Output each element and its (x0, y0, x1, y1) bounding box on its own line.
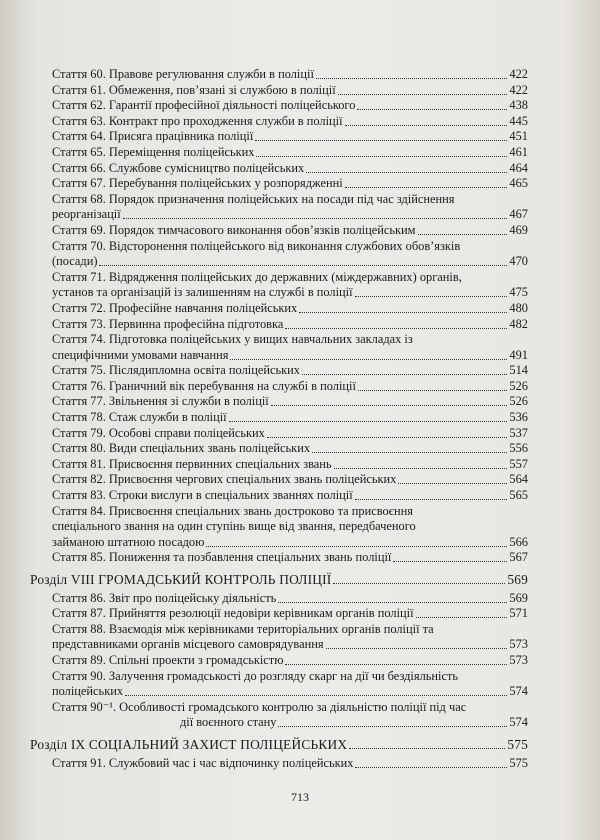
dot-leader (326, 637, 508, 649)
toc-entry (0, 223, 600, 239)
toc-page-number: 575 (509, 755, 528, 770)
toc-entry-title: Стаття 61. Обмеження, пов’язані зі службою в поліції (52, 82, 336, 97)
toc-entry (0, 410, 600, 426)
toc-line (0, 606, 600, 622)
dot-leader (306, 161, 507, 173)
toc-line (0, 67, 600, 83)
toc-line (0, 192, 600, 208)
dot-leader (299, 301, 507, 313)
toc-line (0, 161, 600, 177)
toc-entry-title: Стаття 77. Звільнення зі служби в поліції (52, 394, 269, 409)
toc-line (0, 684, 600, 700)
toc-line (0, 441, 600, 457)
toc-line (0, 207, 600, 223)
toc-page-number: 564 (509, 472, 528, 487)
toc-line (0, 363, 600, 379)
table-of-contents (0, 67, 600, 771)
toc-page-number: 573 (509, 652, 528, 667)
toc-entry-title: Стаття 64. Присяга працівника поліції (52, 129, 254, 144)
toc-entry (0, 457, 600, 473)
dot-leader (398, 472, 507, 484)
dot-leader (355, 285, 508, 297)
toc-entry-title: Розділ IX СОЦІАЛЬНИЙ ЗАХИСТ ПОЛІЦЕЙСЬКИХ (30, 736, 348, 752)
toc-entry (0, 622, 600, 653)
toc-section (0, 566, 600, 591)
toc-line (0, 550, 600, 566)
toc-entry-title: Стаття 80. Види спеціальних звань поліцейських (52, 441, 311, 456)
toc-page-number: 565 (509, 488, 528, 503)
toc-page-number: 422 (509, 67, 528, 81)
toc-entry (0, 700, 600, 731)
toc-entry-title: (посади) (52, 254, 98, 269)
toc-page-number: 461 (509, 144, 528, 159)
toc-page-number: 574 (509, 684, 528, 699)
dot-leader (345, 114, 508, 126)
toc-page-number: 480 (509, 300, 528, 315)
toc-section (0, 731, 600, 756)
toc-entry (0, 176, 600, 192)
toc-entry-title: Стаття 90⁻¹. Особливості громадського контролю за діяльністю поліції під час (52, 699, 467, 714)
toc-line (0, 653, 600, 669)
toc-line (0, 457, 600, 473)
toc-line (0, 239, 600, 255)
toc-entry (0, 129, 600, 145)
dot-leader (349, 737, 505, 749)
dot-leader (271, 394, 508, 406)
dot-leader (393, 550, 507, 562)
toc-page-number: 575 (507, 736, 528, 752)
dot-leader (416, 606, 508, 618)
toc-page-number: 514 (509, 363, 528, 378)
toc-entry (0, 488, 600, 504)
toc-entry-title: Стаття 76. Граничний вік перебування на службі в поліції (52, 378, 356, 393)
toc-entry (0, 606, 600, 622)
dot-leader (302, 363, 507, 375)
dot-leader (123, 207, 508, 219)
toc-entry-title: Стаття 60. Правове регулювання служби в поліції (52, 67, 314, 81)
dot-leader (125, 684, 507, 696)
toc-entry (0, 441, 600, 457)
toc-entry-title: спеціального звання на один ступінь вище від звання, передбаченого (52, 519, 416, 534)
toc-entry-title: дії воєнного стану (180, 715, 277, 730)
toc-entry (0, 270, 600, 301)
toc-entry (0, 379, 600, 395)
toc-entry (0, 550, 600, 566)
toc-line (0, 572, 600, 588)
toc-page-number: 438 (509, 98, 528, 113)
dot-leader (355, 756, 507, 768)
toc-line (0, 285, 600, 301)
dot-leader (418, 223, 508, 235)
dot-leader (333, 572, 505, 584)
toc-line (0, 488, 600, 504)
toc-entry (0, 472, 600, 488)
page-number: 713 (291, 790, 309, 804)
toc-entry (0, 98, 600, 114)
dot-leader (358, 379, 508, 391)
toc-line (0, 98, 600, 114)
dot-leader (255, 129, 507, 141)
toc-page-number: 467 (509, 207, 528, 222)
toc-page-number: 569 (509, 590, 528, 605)
toc-entry-title: Розділ VIII ГРОМАДСЬКИЙ КОНТРОЛЬ ПОЛІЦІЇ (30, 572, 332, 587)
toc-entry-title: Стаття 72. Професійне навчання поліцейських (52, 300, 298, 315)
dot-leader (355, 488, 508, 500)
toc-page-number: 491 (509, 347, 528, 362)
toc-entry-title: Стаття 79. Особові справи поліцейських (52, 425, 265, 440)
toc-page-number: 465 (509, 176, 528, 191)
toc-entry-title: Стаття 62. Гарантії професійної діяльності поліцейського (52, 98, 356, 113)
toc-line (0, 83, 600, 99)
toc-entry-title: Стаття 90. Залучення громадськості до розгляду скарг на дії чи бездіяльність (52, 668, 459, 683)
dot-leader (285, 653, 507, 665)
toc-entry-title: установ та організацій із залишенням на службі в поліції (52, 285, 353, 300)
toc-line (0, 379, 600, 395)
toc-page-number: 475 (509, 285, 528, 300)
dot-leader (99, 254, 507, 266)
toc-line (0, 145, 600, 161)
toc-line (0, 332, 600, 348)
toc-entry-title: Стаття 71. Відрядження поліцейських до державних (міждержавних) органів, (52, 269, 462, 284)
toc-entry (0, 83, 600, 99)
toc-page-number: 567 (509, 550, 528, 565)
toc-entry (0, 591, 600, 607)
dot-leader (312, 441, 507, 453)
toc-page-number: 482 (509, 316, 528, 331)
toc-entry-title: специфічними умовами навчання (52, 347, 229, 362)
toc-page-number: 569 (507, 572, 528, 587)
toc-entry-title: Стаття 83. Строки вислуги в спеціальних званнях поліції (52, 488, 353, 503)
toc-entry-title: Стаття 69. Порядок тимчасового виконання обов’язків поліцейським (52, 222, 416, 237)
toc-entry (0, 426, 600, 442)
toc-entry-title: поліцейських (52, 684, 124, 699)
toc-page-number: 469 (509, 222, 528, 237)
toc-entry-title: Стаття 63. Контракт про проходження служби в поліції (52, 113, 343, 128)
toc-line (0, 535, 600, 551)
toc-entry-title: Стаття 86. Звіт про поліцейську діяльність (52, 590, 277, 605)
toc-entry-title: Стаття 67. Перебування поліцейських у розпорядженні (52, 176, 343, 191)
toc-entry (0, 67, 600, 83)
toc-entry-title: представниками органів місцевого самоврядування (52, 637, 324, 652)
toc-page-number: 566 (509, 534, 528, 549)
toc-entry (0, 145, 600, 161)
toc-entry (0, 317, 600, 333)
toc-line (0, 129, 600, 145)
toc-page-number: 537 (509, 425, 528, 440)
toc-entry-title: Стаття 81. Присвоєння первинних спеціальних звань (52, 456, 332, 471)
toc-entry (0, 192, 600, 223)
toc-page-number: 556 (509, 441, 528, 456)
toc-entry-title: Стаття 65. Переміщення поліцейських (52, 144, 255, 159)
toc-line (0, 622, 600, 638)
toc-entry (0, 756, 600, 772)
toc-entry-title: Стаття 73. Первинна професійна підготовка (52, 316, 284, 331)
toc-page-number: 536 (509, 410, 528, 425)
toc-entry (0, 332, 600, 363)
toc-line (0, 394, 600, 410)
toc-line (0, 254, 600, 270)
toc-line (0, 114, 600, 130)
toc-line (0, 348, 600, 364)
dot-leader (229, 410, 508, 422)
toc-entry-title: реорганізації (52, 207, 121, 222)
toc-page-number: 573 (509, 637, 528, 652)
toc-page-number: 574 (509, 715, 528, 730)
toc-entry-title: займаною штатною посадою (52, 534, 205, 549)
toc-entry-title: Стаття 88. Взаємодія між керівниками територіальних органів поліції та (52, 621, 434, 636)
dot-leader (206, 535, 507, 547)
toc-line (0, 176, 600, 192)
toc-page-number: 526 (509, 378, 528, 393)
toc-entry-title: Стаття 78. Стаж служби в поліції (52, 410, 227, 425)
dot-leader (338, 83, 508, 95)
toc-line (0, 472, 600, 488)
toc-page-number: 422 (509, 82, 528, 97)
toc-entry-title: Стаття 91. Службовий час і час відпочинку поліцейських (52, 755, 354, 770)
toc-entry (0, 363, 600, 379)
dot-leader (334, 457, 508, 469)
toc-page-number: 451 (509, 129, 528, 144)
toc-line (0, 410, 600, 426)
toc-line (0, 700, 600, 716)
toc-entry (0, 301, 600, 317)
dot-leader (278, 715, 507, 727)
toc-line (0, 756, 600, 772)
toc-entry (0, 161, 600, 177)
toc-entry-title: Стаття 74. Підготовка поліцейських у вищих навчальних закладах із (52, 332, 413, 347)
toc-page-number: 464 (509, 160, 528, 175)
dot-leader (345, 176, 508, 188)
toc-page-number: 557 (509, 456, 528, 471)
toc-line (0, 426, 600, 442)
toc-entry-title: Стаття 75. Післядипломна освіта поліцейських (52, 363, 300, 378)
dot-leader (316, 67, 508, 79)
toc-line (0, 715, 600, 731)
toc-line (0, 591, 600, 607)
toc-entry-title: Стаття 84. Присвоєння спеціальних звань достроково та присвоєння (52, 503, 413, 518)
toc-page-number: 470 (509, 254, 528, 269)
dot-leader (285, 317, 507, 329)
toc-entry (0, 669, 600, 700)
toc-page-number: 571 (509, 606, 528, 621)
toc-entry (0, 394, 600, 410)
toc-line (0, 669, 600, 685)
toc-entry-title: Стаття 66. Службове сумісництво поліцейських (52, 160, 305, 175)
toc-line (0, 737, 600, 753)
toc-line (0, 317, 600, 333)
toc-entry-title: Стаття 70. Відсторонення поліцейського від виконання службових обов’язків (52, 238, 461, 253)
toc-entry-title: Стаття 85. Пониження та позбавлення спеціальних звань поліції (52, 550, 392, 565)
dot-leader (278, 591, 507, 603)
dot-leader (267, 426, 508, 438)
dot-leader (357, 98, 507, 110)
toc-entry-title: Стаття 82. Присвоєння чергових спеціальних звань поліцейських (52, 472, 397, 487)
toc-line (0, 301, 600, 317)
toc-page-number: 445 (509, 113, 528, 128)
toc-line (0, 519, 600, 535)
toc-entry-title: Стаття 87. Прийняття резолюції недовіри керівникам органів поліції (52, 606, 414, 621)
toc-entry (0, 239, 600, 270)
toc-line (0, 270, 600, 286)
toc-line (0, 504, 600, 520)
toc-entry (0, 653, 600, 669)
toc-page-number: 526 (509, 394, 528, 409)
toc-entry-title: Стаття 68. Порядок призначення поліцейських на посади під час здійснення (52, 191, 455, 206)
toc-entry (0, 114, 600, 130)
dot-leader (256, 145, 507, 157)
dot-leader (230, 348, 507, 360)
toc-entry (0, 504, 600, 551)
toc-line (0, 637, 600, 653)
toc-entry-title: Стаття 89. Спільні проекти з громадськістю (52, 652, 284, 667)
toc-line (0, 223, 600, 239)
